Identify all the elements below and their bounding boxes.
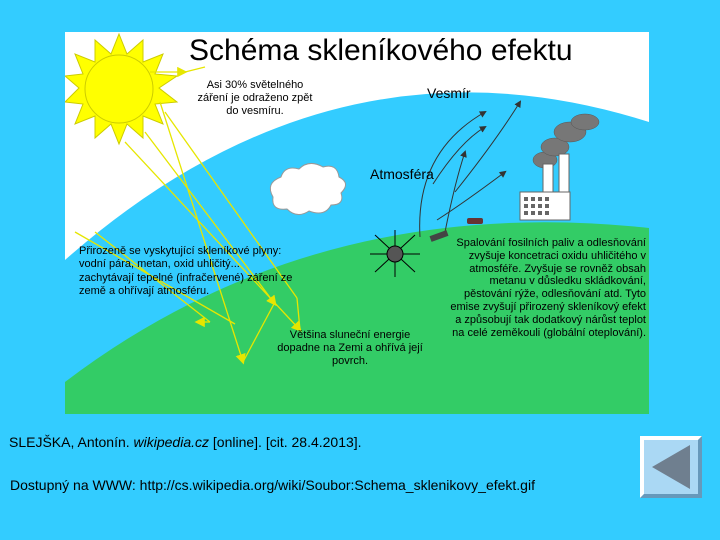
citation [9, 434, 362, 450]
source-url: Dostupný na WWW: http://cs.wikipedia.org/wiki/Soubor:Schema_sklenikovy_efekt.gif [10, 477, 535, 493]
greenhouse-gases-note: Přirozeně se vyskytující skleníkové plyny: vodní pára, metan, oxid uhličitý... zachytávají tepelné (infračervené) záření ze země a ohřívají atmosféru. [79, 245, 293, 298]
sun-icon [65, 34, 177, 144]
atmosphere-label: Atmosféra [370, 166, 434, 182]
reflected-radiation-note: Asi 30% světelného záření je odraženo zpět do vesmíru. [197, 79, 313, 117]
citation-author: SLEJŠKA, Antonín. [9, 434, 130, 450]
citation-site: wikipedia.cz [133, 434, 210, 450]
left-triangle-icon [640, 436, 702, 498]
car-icon [467, 218, 483, 224]
burst-icon [370, 230, 420, 277]
citation-details: [online]. [cit. 28.4.2013]. [212, 434, 362, 450]
back-button[interactable] [640, 436, 702, 498]
space-label: Vesmír [427, 85, 471, 101]
fossil-fuels-note: Spalování fosilních paliv a odlesňování zvyšuje koncetraci oxidu uhličitého v atmosféře. Zvyšuje se rovněž obsah metanu v důsledku skládkování, pěstování rýže, odlesňování atd. Tyto emise zvyšují přirozený skleníkový efekt a způsobují tak dodatkový nárůst teplot na celé zeměkouli (globální oteplování). [450, 237, 646, 339]
greenhouse-diagram [65, 32, 649, 414]
surface-heating-note: Většina sluneční energie dopadne na Zemi a ohřívá její povrch. [277, 329, 423, 367]
diagram-title: Schéma skleníkového efektu [189, 34, 573, 67]
